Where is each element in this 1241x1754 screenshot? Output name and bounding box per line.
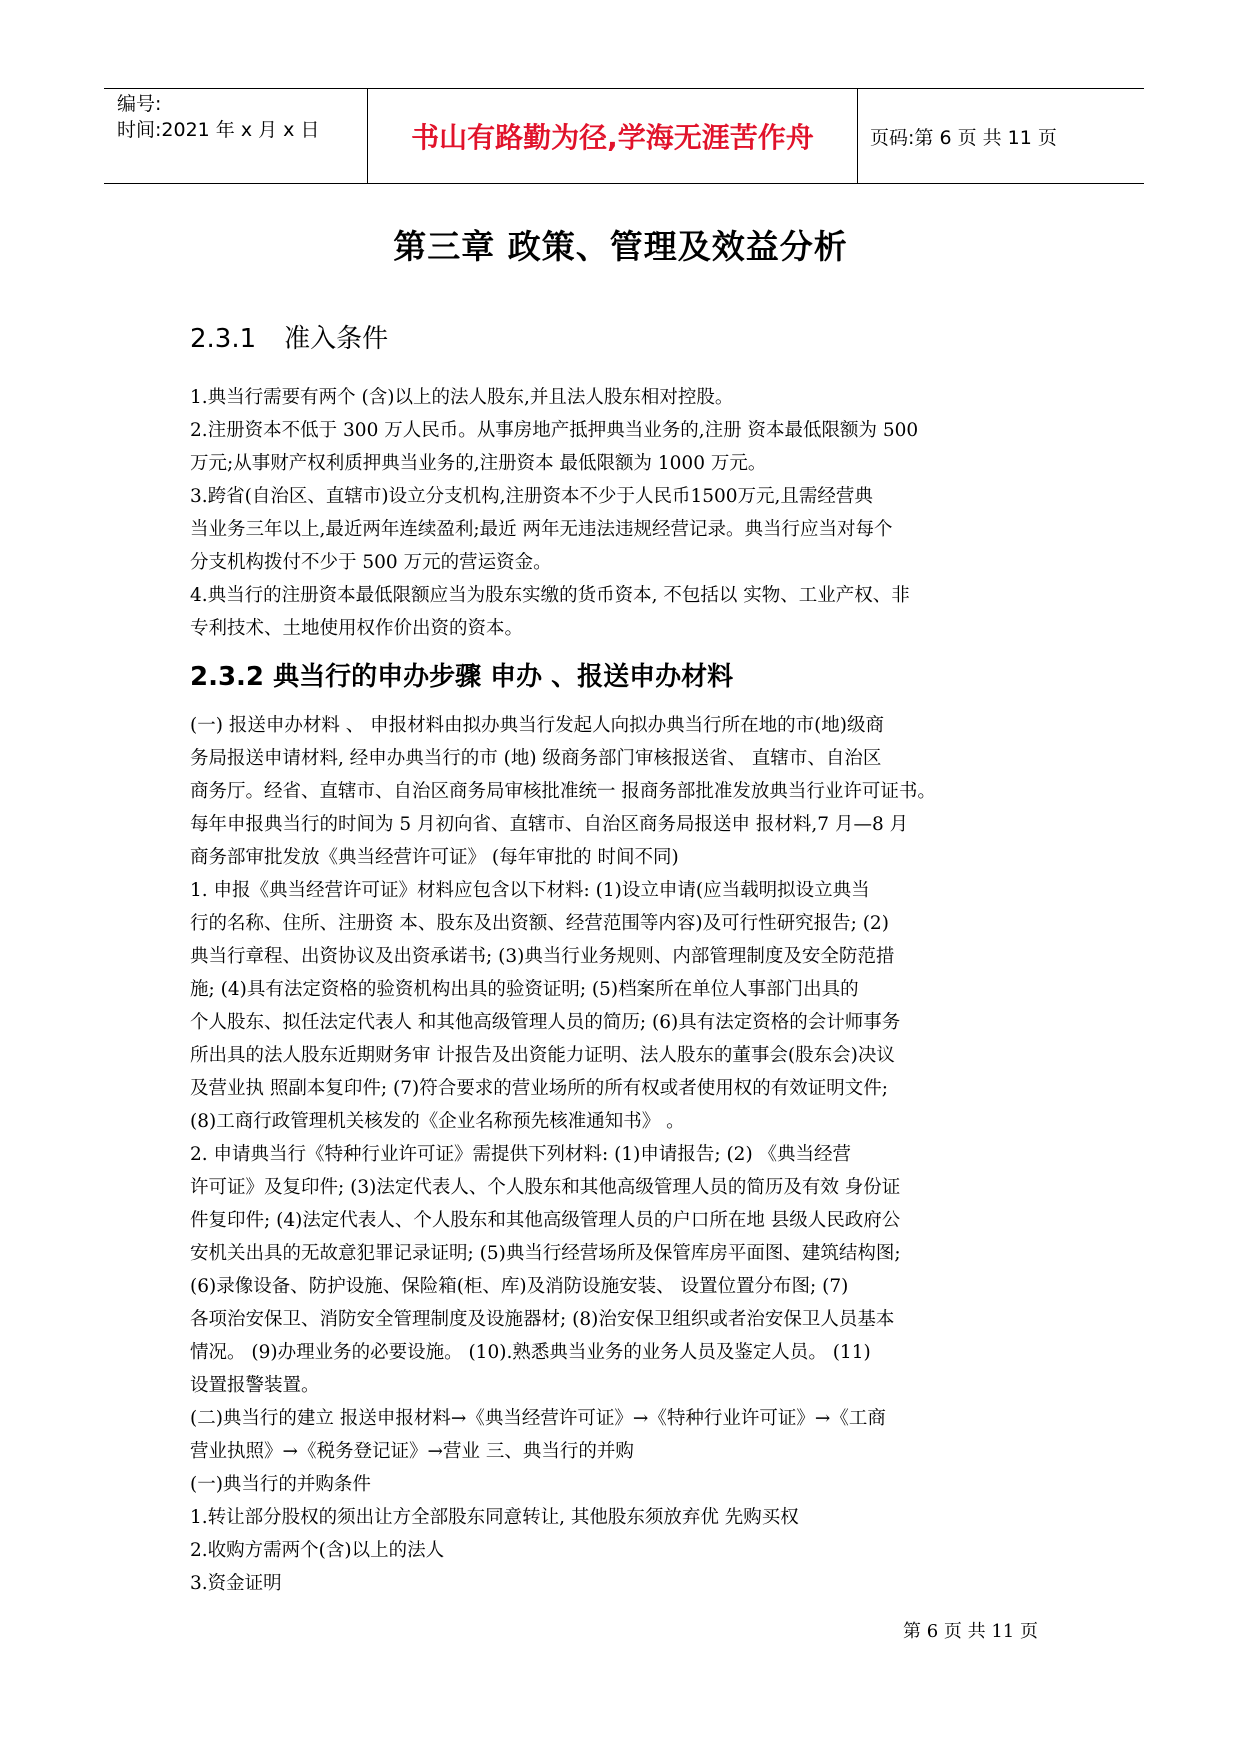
section-number: 2.3.1: [190, 324, 257, 354]
text-line: 万元;从事财产权利质押典当业务的,注册资本 最低限额为 1000 万元。: [190, 453, 767, 474]
application-paragraphs: [190, 709, 1070, 1600]
section-heading-admission: [190, 318, 388, 355]
header-motto: 书山有路勤为径,学海无涯苦作舟: [368, 89, 858, 183]
text-line: 行的名称、住所、注册资 本、股东及出资额、经营范围等内容)及可行性研究报告; (2): [190, 913, 889, 934]
text-line: 分支机构拨付不少于 500 万元的营运资金。: [190, 552, 552, 573]
text-line: 件复印件; (4)法定代表人、个人股东和其他高级管理人员的户口所在地 县级人民政府公: [190, 1210, 901, 1231]
text-line: (6)录像设备、防护设施、保险箱(柜、库)及消防设施安装、 设置位置分布图; (7): [190, 1276, 849, 1297]
time-label: 时间:2021 年 x 月 x 日: [117, 119, 320, 141]
text-line: 安机关出具的无故意犯罪记录证明; (5)典当行经营场所及保管库房平面图、建筑结构图;: [190, 1243, 901, 1264]
text-line: 及营业执 照副本复印件; (7)符合要求的营业场所的所有权或者使用权的有效证明文件;: [190, 1078, 888, 1099]
text-line: 1.典当行需要有两个 (含)以上的法人股东,并且法人股东相对控股。: [190, 387, 734, 408]
page-footer: 第 6 页 共 11 页: [903, 1621, 1038, 1642]
text-line: (一) 报送申办材料 、 申报材料由拟办典当行发起人向拟办典当行所在地的市(地)级商: [190, 715, 885, 736]
text-line: 营业执照》→《税务登记证》→营业 三、典当行的并购: [190, 1441, 634, 1462]
text-line: 施; (4)具有法定资格的验资机构出具的验资证明; (5)档案所在单位人事部门出具的: [190, 979, 859, 1000]
text-line: 1.转让部分股权的须出让方全部股东同意转让, 其他股东须放弃优 先购买权: [190, 1507, 799, 1528]
chapter-title: 第三章 政策、管理及效益分析: [393, 227, 848, 266]
text-line: 个人股东、拟任法定代表人 和其他高级管理人员的简历; (6)具有法定资格的会计师事务: [190, 1012, 901, 1033]
text-line: (8)工商行政管理机关核发的《企业名称预先核准通知书》 。: [190, 1111, 685, 1132]
text-line: 情况。 (9)办理业务的必要设施。 (10).熟悉典当业务的业务人员及鉴定人员。 (11): [190, 1342, 871, 1363]
text-line: 4.典当行的注册资本最低限额应当为股东实缴的货币资本, 不包括以 实物、工业产权、非: [190, 585, 910, 606]
text-line: 商务部审批发放《典当经营许可证》 (每年审批的 时间不同): [190, 847, 679, 868]
text-line: 3.资金证明: [190, 1573, 282, 1594]
text-line: 设置报警装置。: [190, 1375, 320, 1396]
section-heading-application: 2.3.2 典当行的申办步骤 申办 、报送申办材料: [190, 662, 734, 692]
text-line: 2. 申请典当行《特种行业许可证》需提供下列材料: (1)申请报告; (2) 《典当经营: [190, 1144, 852, 1165]
text-line: 每年申报典当行的时间为 5 月初向省、直辖市、自治区商务局报送申 报材料,7 月—8 月: [190, 814, 909, 835]
text-line: 1. 申报《典当经营许可证》材料应包含以下材料: (1)设立申请(应当载明拟设立典当: [190, 880, 870, 901]
admission-paragraphs: [190, 381, 1070, 645]
text-line: (二)典当行的建立 报送申报材料→《典当经营许可证》→《特种行业许可证》→《工商: [190, 1408, 886, 1429]
text-line: 务局报送申请材料, 经申办典当行的市 (地) 级商务部门审核报送省、 直辖市、自治区: [190, 748, 882, 769]
text-line: 各项治安保卫、消防安全管理制度及设施器材; (8)治安保卫组织或者治安保卫人员基本: [190, 1309, 895, 1330]
text-line: 专利技术、土地使用权作价出资的资本。: [190, 618, 524, 639]
text-line: 典当行章程、出资协议及出资承诺书; (3)典当行业务规则、内部管理制度及安全防范措: [190, 946, 895, 967]
text-line: 3.跨省(自治区、直辖市)设立分支机构,注册资本不少于人民币1500万元,且需经营典: [190, 486, 873, 507]
text-line: 商务厅。经省、直辖市、自治区商务局审核批准统一 报商务部批准发放典当行业许可证书。: [190, 781, 936, 802]
header-page-label: 页码:第 6 页 共 11 页: [870, 126, 1057, 149]
text-line: 当业务三年以上,最近两年连续盈利;最近 两年无违法违规经营记录。典当行应当对每个: [190, 519, 893, 540]
text-line: 2.收购方需两个(含)以上的法人: [190, 1540, 445, 1561]
page-header: [104, 88, 1144, 184]
text-line: (一)典当行的并购条件: [190, 1474, 371, 1495]
header-meta: [104, 89, 368, 183]
text-line: 2.注册资本不低于 300 万人民币。从事房地产抵押典当业务的,注册 资本最低限额为 500: [190, 420, 919, 441]
section-title: 准入条件: [284, 324, 389, 354]
text-line: 所出具的法人股东近期财务审 计报告及出资能力证明、法人股东的董事会(股东会)决议: [190, 1045, 895, 1066]
text-line: 许可证》及复印件; (3)法定代表人、个人股东和其他高级管理人员的简历及有效 身份证: [190, 1177, 901, 1198]
number-label: 编号:: [117, 93, 162, 115]
